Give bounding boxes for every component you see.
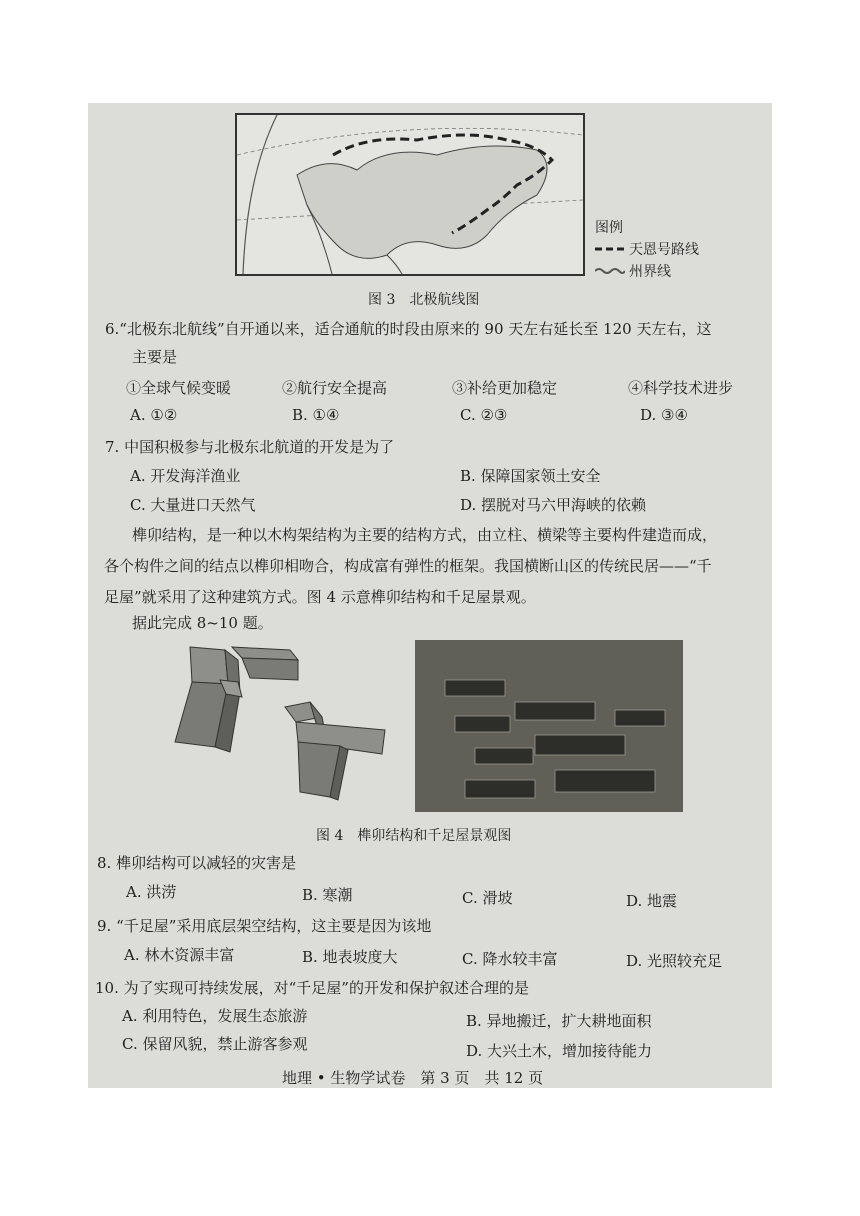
q6-stem-line1: 6.“北极东北航线”自开通以来，适合通航的时段由原来的 90 天左右延长至 120 天左右，这 [105,320,712,338]
q9-option-c: C. 降水较丰富 [462,950,558,968]
q6-option-d: D. ③④ [640,406,688,424]
photo-drawing [415,640,683,812]
q7-stem: 7. 中国积极参与北极东北航道的开发是为了 [105,438,395,456]
q10-stem: 10. 为了实现可持续发展，对“千足屋”的开发和保护叙述合理的是 [95,979,529,997]
passage-line1: 榫卯结构，是一种以木构架结构为主要的结构方式，由立柱、横梁等主要构件建造而成， [132,526,718,544]
q10-option-a: A. 利用特色，发展生态旅游 [122,1007,308,1025]
q9-option-a: A. 林木资源丰富 [124,946,235,964]
wavy-line-icon [595,267,625,275]
passage-line2: 各个构件之间的结点以榫卯相吻合，构成富有弹性的框架。我国横断山区的传统民居——“千 [104,557,712,575]
q6-item-4: ④科学技术进步 [628,379,734,397]
q9-stem: 9. “千足屋”采用底层架空结构，这主要是因为该地 [97,917,432,935]
passage-line4: 据此完成 8~10 题。 [132,614,273,632]
map-drawing [237,115,583,274]
map-legend [595,216,699,282]
figure3-caption: 图 3 北极航线图 [368,292,480,308]
q8-option-b: B. 寒潮 [302,886,353,904]
legend-border-row [595,260,699,282]
passage-line3: 足屋”就采用了这种建筑方式。图 4 示意榫卯结构和千足屋景观。 [104,588,536,606]
dashed-line-icon [595,245,625,253]
q9-option-d: D. 光照较充足 [626,952,723,970]
q8-option-a: A. 洪涝 [126,883,177,901]
arctic-route-map [235,113,585,276]
q8-option-c: C. 滑坡 [462,889,513,907]
qianzu-house-photo [415,640,683,812]
q6-item-3: ③补给更加稳定 [452,379,558,397]
q6-option-c: C. ②③ [460,406,508,424]
q10-option-d: D. 大兴土木，增加接待能力 [466,1042,653,1060]
q9-option-b: B. 地表坡度大 [302,948,398,966]
legend-border-label: 州界线 [629,264,671,280]
q6-option-b: B. ①④ [292,406,340,424]
q7-option-c: C. 大量进口天然气 [130,496,256,514]
q10-option-b: B. 异地搬迁，扩大耕地面积 [466,1012,652,1030]
mortise-tenon-diagram [170,642,395,807]
figure4-caption: 图 4 榫卯结构和千足屋景观图 [316,828,512,844]
legend-title: 图例 [595,220,623,236]
q6-item-2: ②航行安全提高 [282,379,388,397]
q10-option-c: C. 保留风貌，禁止游客参观 [122,1035,308,1053]
q7-option-a: A. 开发海洋渔业 [130,467,241,485]
q7-option-b: B. 保障国家领土安全 [460,467,601,485]
page-footer: 地理 • 生物学试卷 第 3 页 共 12 页 [282,1069,544,1087]
q7-option-d: D. 摆脱对马六甲海峡的依赖 [460,496,647,514]
legend-route-row [595,238,699,260]
q6-stem-line2: 主要是 [132,348,178,366]
q6-option-a: A. ①② [130,406,178,424]
q8-stem: 8. 榫卯结构可以减轻的灾害是 [97,854,297,872]
q6-item-1: ①全球气候变暖 [126,379,232,397]
q8-option-d: D. 地震 [626,892,678,910]
legend-route-label: 天恩号路线 [629,242,699,258]
mortise-tenon-drawing [170,642,395,807]
